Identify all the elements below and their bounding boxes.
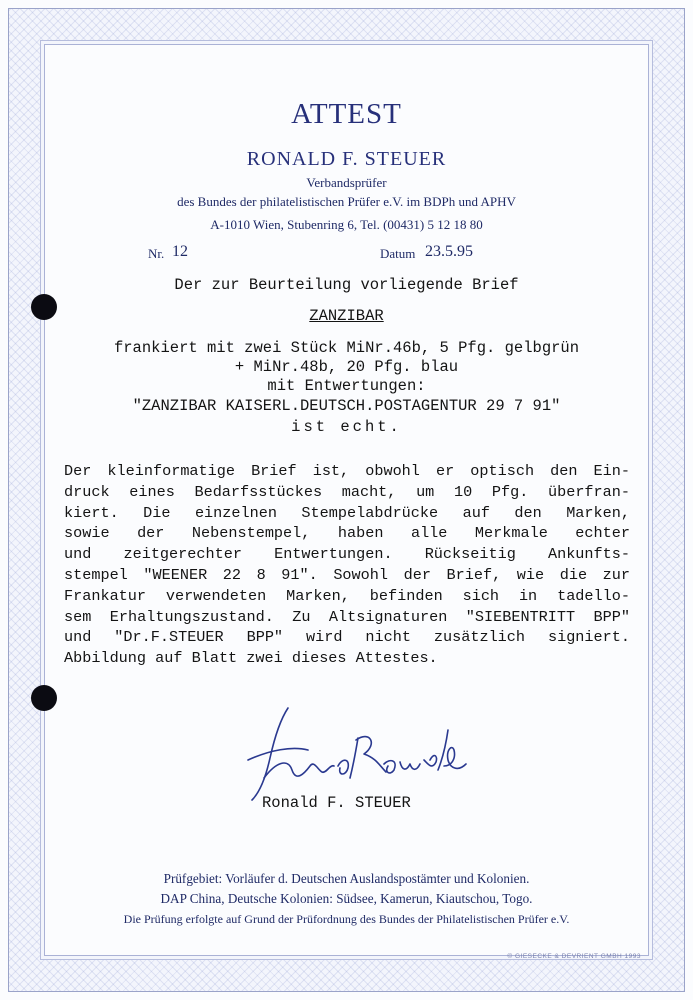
cancel-text: "ZANZIBAR KAISERL.DEUTSCH.POSTAGENTUR 29 7 91" [132,397,561,415]
description-line: Abbildung auf Blatt zwei dieses Attestes. [64,649,438,668]
examiner-address: A-1010 Wien, Stubenring 6, Tel. (00431) 5 12 18 80 [210,217,483,232]
examiner-name: RONALD F. STEUER [246,148,447,170]
description-line: stempel "WEENER 22 8 91". Sowohl der Brief, wie die zur [64,565,630,584]
verdict: ist echt. [291,418,402,436]
intro-line: Der zur Beurteilung vorliegende Brief [174,276,519,294]
printer-imprint: © GIESECKE & DEVRIENT GMBH 1993 [507,953,641,960]
country-heading: ZANZIBAR [309,307,384,325]
examiner-association: des Bundes der philatelistischen Prüfer e.V. im BDPh und APHV [177,194,516,209]
number-value: 12 [172,243,188,260]
description-line: sowie der Nebenstempel, haben alle Merkmale echter [64,524,630,543]
footer-scope-line-1: Prüfgebiet: Vorläufer d. Deutschen Auslandspostämter und Kolonien. [163,871,530,886]
footer-scope-line-2: DAP China, Deutsche Kolonien: Südsee, Kamerun, Kiautschou, Togo. [160,891,533,906]
date-value: 23.5.95 [425,243,473,260]
description-line: Der kleinformatige Brief ist, obwohl er optisch den Ein- [64,462,630,480]
stamps-line-1: frankiert mit zwei Stück MiNr.46b, 5 Pfg. gelbgrün [113,339,580,357]
description-line: kiert. Die einzelnen Stempelabdrücke auf den Marken, [64,503,630,522]
description-line: und "Dr.F.STEUER BPP" wird nicht zusätzlich signiert. [64,628,630,647]
description-line: und zeitgerechter Entwertungen. Rückseitig Ankunfts- [64,545,630,564]
number-label: Nr. [148,246,165,261]
punch-hole-bottom [31,685,57,711]
date-label: Datum [380,246,416,261]
description-line: sem Erhaltungszustand. Zu Altsignaturen "SIEBENTRITT BPP" [64,607,630,626]
examiner-role: Verbandsprüfer [306,175,387,190]
footer-regulation: Die Prüfung erfolgte auf Grund der Prüfordnung des Bundes der Philatelistischen Prüfer e.V. [123,912,570,926]
signer-name: Ronald F. STEUER [262,794,411,812]
description-line: Frankatur verwendeten Marken, befinden sich in tadello- [64,586,630,605]
stamps-line-2: + MiNr.48b, 20 Pfg. blau [234,358,459,376]
cancels-label: mit Entwertungen: [267,377,426,395]
certificate-title: ATTEST [291,98,402,130]
description-line: druck eines Bedarfsstückes macht, um 10 Pfg. überfran- [64,482,630,501]
description-paragraph [64,461,630,669]
